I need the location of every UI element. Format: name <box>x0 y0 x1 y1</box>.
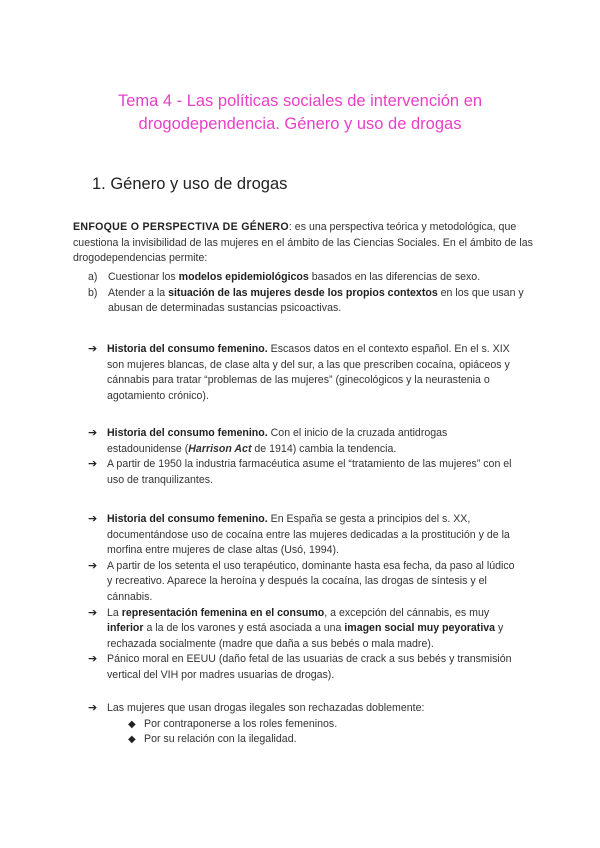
sub-list-item <box>107 732 518 748</box>
list-text: Por su relación con la ilegalidad. <box>144 733 297 746</box>
list-bold: Historia del consumo femenino. <box>107 427 268 439</box>
list-item <box>88 342 518 404</box>
list-text: Atender a la <box>108 286 169 299</box>
title-line-2: drogodependencia. Género y uso de drogas <box>138 115 462 133</box>
list-marker: b) <box>88 286 98 299</box>
document-title <box>60 90 540 136</box>
list-text: Pánico moral en EEUU (daño fetal de las usuarias de crack a sus bebés y transmisión vertical del VIH por madres usuarias de drogas). <box>107 653 512 681</box>
arrow-list-2 <box>88 426 518 488</box>
arrow-icon: ➔ <box>88 343 98 355</box>
list-bold: situación de las mujeres desde los propios contextos <box>168 286 438 299</box>
list-item <box>88 286 528 317</box>
intro-term: ENFOQUE O PERSPECTIVA DE GÉNERO <box>73 221 289 233</box>
list-text: de 1914) cambia la tendencia. <box>251 442 397 455</box>
list-marker: a) <box>88 271 98 283</box>
list-text: a la de los varones y está asociada a una <box>143 622 345 635</box>
alpha-list <box>88 270 528 317</box>
list-bold: Historia del consumo femenino. <box>107 343 268 355</box>
sub-list-item <box>107 717 518 733</box>
arrow-icon: ➔ <box>88 606 98 619</box>
list-text: Cuestionar los <box>108 271 179 283</box>
list-text: Con el inicio de la cruzada antidrogas estadounidense ( <box>107 427 448 455</box>
list-bold: representación femenina en el consumo <box>121 606 325 619</box>
list-item <box>88 701 518 748</box>
list-text: La <box>107 606 122 619</box>
arrow-icon: ➔ <box>88 513 98 525</box>
arrow-icon: ➔ <box>88 427 98 439</box>
list-item <box>88 652 518 683</box>
list-italic: Harrison Act <box>188 442 252 455</box>
section-heading: 1. Género y uso de drogas <box>92 175 288 193</box>
arrow-list-1 <box>88 342 518 404</box>
list-bold: Historia del consumo femenino. <box>107 513 268 525</box>
diamond-icon: ◆ <box>128 734 136 746</box>
arrow-icon: ➔ <box>88 458 98 471</box>
list-text: Por contraponerse a los roles femeninos. <box>144 717 338 730</box>
list-text: basados en las diferencias de sexo. <box>308 271 481 283</box>
sub-list <box>107 717 518 748</box>
list-text: , a excepción del cánnabis, es muy <box>324 606 490 619</box>
arrow-icon: ➔ <box>88 702 98 714</box>
list-item <box>88 512 518 559</box>
arrow-icon: ➔ <box>88 653 98 666</box>
list-item <box>88 426 518 457</box>
list-item <box>88 559 518 606</box>
list-text: A partir de 1950 la industria farmacéutica asume el “tratamiento de las mujeres” con el uso de tranquilizantes. <box>107 458 512 486</box>
list-bold: inferior <box>107 622 144 635</box>
list-bold: imagen social muy peyorativa <box>344 622 496 635</box>
list-text: Las mujeres que usan drogas ilegales son rechazadas doblemente: <box>107 702 425 714</box>
list-text: y rechazada socialmente (madre que daña a sus bebés o mala madre). <box>107 622 504 650</box>
arrow-list-3 <box>88 512 518 684</box>
arrow-list-4 <box>88 701 518 748</box>
list-text: en los que usan y abusan de determinadas sustancias psicoactivas. <box>108 286 524 315</box>
list-item <box>88 457 518 488</box>
list-bold: modelos epidemiológicos <box>178 271 309 283</box>
list-text: En España se gesta a principios del s. XX, documentándose uso de cocaína entre las mujeres dedicadas a la prostitución y de la morfina entre mujeres de clase altas (Usó, 1994). <box>107 513 510 557</box>
arrow-icon: ➔ <box>88 559 98 572</box>
list-text: Escasos datos en el contexto español. En el s. XIX son mujeres blancas, de clase alta y del sur, a las que prescriben cocaína, opiáceos y cánnabis para tratar “problemas de las mujeres” (ginecológicos y la neurastenia o agotamiento crónico). <box>107 343 510 402</box>
list-item <box>88 606 518 653</box>
title-line-1: Tema 4 - Las políticas sociales de intervención en <box>117 92 483 110</box>
list-item <box>88 270 528 286</box>
diamond-icon: ◆ <box>128 718 136 730</box>
intro-text: : es una perspectiva teórica y metodológica, que cuestiona la invisibilidad de las mujeres en el ámbito de las Ciencias Sociales. En el ámbito de las drogodependencias permite: <box>73 221 533 265</box>
intro-paragraph <box>73 220 543 267</box>
list-text: A partir de los setenta el uso terapéutico, dominante hasta esa fecha, da paso al lúdico y recreativo. Aparece la heroína y después la cocaína, las drogas de síntesis y el cánnabis. <box>107 559 515 603</box>
